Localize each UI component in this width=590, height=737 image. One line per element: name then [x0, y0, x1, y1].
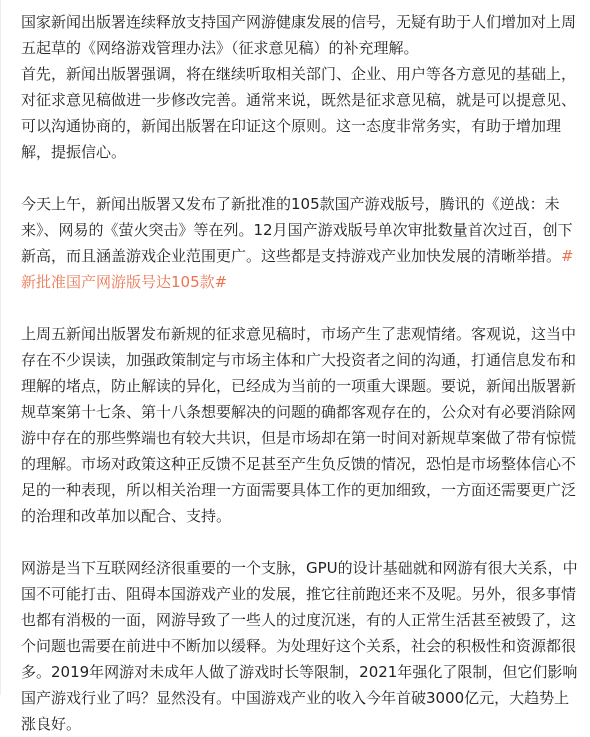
paragraph-market-reaction [21, 321, 583, 529]
paragraph-line: 国家新闻出版署连续释放支持国产网游健康发展的信号，无疑有助于人们增加对上周五起草的《网络游戏管理办法》（征求意见稿）的补充理解。 [21, 13, 577, 57]
paragraph-text: 今天上午，新闻出版署又发布了新批准的105款国产游戏版号，腾讯的《逆战：未来》、网易的《萤火突击》等在列。12月国产游戏版号单次审批数量首次过百，创下新高，而且涵盖游戏企业范围更广。这些都是支持游戏产业加快发展的清晰举措。 [21, 195, 573, 265]
paragraph-line: 首先，新闻出版署强调，将在继续听取相关部门、企业、用户等各方意见的基础上，对征求意见稿做进一步修改完善。通常来说，既然是征求意见稿，就是可以提意见、可以沟通协商的，新闻出版署在印证这个原则。这一态度非常务实，有助于增加理解，提振信心。 [21, 65, 577, 161]
paragraph-industry-outlook [21, 555, 583, 737]
hashtag-link[interactable]: #新批准国产网游版号达105款# [21, 247, 574, 291]
paragraph-license-approval [21, 191, 583, 295]
paragraph-intro [21, 9, 583, 165]
paragraph-text: 网游是当下互联网经济很重要的一个支脉，GPU的设计基础就和网游有很大关系，中国不可能打击、阻碍本国游戏产业的发展，推它往前跑还来不及呢。另外，很多事情也都有消极的一面，网游导致了一些人的过度沉迷，有的人正常生活甚至被毁了，这个问题也需要在前进中不断加以缓释。为处理好这个关系，社会的积极性和资源都很多。2019年网游对未成年人做了游戏时长等限制，2021年强化了限制，但它们影响国产游戏行业了吗？显然没有。中国游戏产业的收入今年首破3000亿元，大趋势上涨良好。 [21, 559, 578, 733]
paragraph-text: 上周五新闻出版署发布新规的征求意见稿时，市场产生了悲观情绪。客观说，这当中存在不少误读，加强政策制定与市场主体和广大投资者之间的沟通，打通信息发布和理解的堵点，防止解读的异化，已经成为当前的一项重大课题。要说，新闻出版署新规草案第十七条、第十八条想要解决的问题的确都客观存在的，公众对有必要消除网游中存在的那些弊端也有较大共识，但是市场却在第一时间对新规草案做了带有惊慌的理解。市场对政策这种正反馈不足甚至产生负反馈的情况，恐怕是市场整体信心不足的一种表现，所以相关治理一方面需要具体工作的更加细致，一方面还需要更广泛的治理和改革加以配合、支持。 [21, 325, 577, 525]
